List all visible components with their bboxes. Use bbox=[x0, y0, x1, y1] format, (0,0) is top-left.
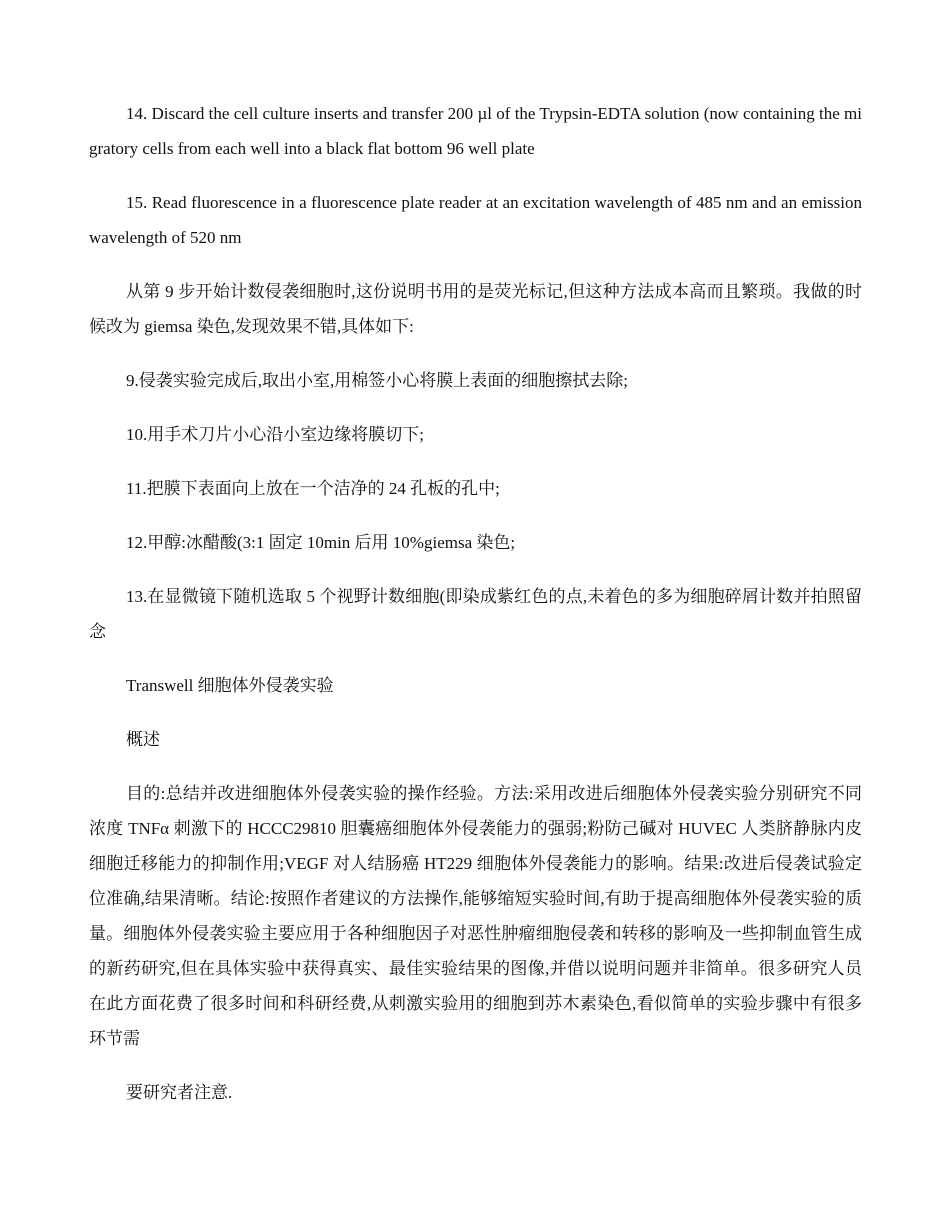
paragraph-step-15: 15. Read fluorescence in a fluorescence plate reader at an excitation wavelength of 485 nm and an emission wavelength of 520 nm bbox=[89, 193, 862, 247]
section-heading-overview: 概述 bbox=[126, 730, 160, 749]
paragraph-cn-step-13: 13.在显微镜下随机选取 5 个视野计数细胞(即染成紫红色的点,未着色的多为细胞碎屑计数并拍照留念 bbox=[89, 587, 862, 641]
document-body bbox=[89, 96, 862, 1110]
paragraph-cn-step-11: 11.把膜下表面向上放在一个洁净的 24 孔板的孔中; bbox=[126, 479, 500, 498]
paragraph-step-14: 14. Discard the cell culture inserts and transfer 200 µl of the Trypsin-EDTA solution (now containing the migratory cells from each well into a black flat bottom 96 well plate bbox=[89, 104, 862, 158]
paragraph-cn-step-9: 9.侵袭实验完成后,取出小室,用棉签小心将膜上表面的细胞擦拭去除; bbox=[126, 371, 628, 390]
paragraph-giemsa-intro: 从第 9 步开始计数侵袭细胞时,这份说明书用的是荧光标记,但这种方法成本高而且繁琐。我做的时候改为 giemsa 染色,发现效果不错,具体如下: bbox=[89, 282, 862, 336]
section-heading-transwell: Transwell 细胞体外侵袭实验 bbox=[126, 676, 334, 695]
paragraph-closing: 要研究者注意. bbox=[126, 1083, 233, 1102]
paragraph-abstract: 目的:总结并改进细胞体外侵袭实验的操作经验。方法:采用改进后细胞体外侵袭实验分别研究不同浓度 TNFα 刺激下的 HCCC29810 胆囊癌细胞体外侵袭能力的强弱;粉防己碱对 HUVEC 人类脐静脉内皮细胞迁移能力的抑制作用;VEGF 对人结肠癌 HT229 细胞体外侵袭能力的影响。结果:改进后侵袭试验定位准确,结果清晰。结论:按照作者建议的方法操作,能够缩短实验时间,有助于提高细胞体外侵袭实验的质量。细胞体外侵袭实验主要应用于各种细胞因子对恶性肿瘤细胞侵袭和转移的影响及一些抑制血管生成的新药研究,但在具体实验中获得真实、最佳实验结果的图像,并借以说明问题并非简单。很多研究人员在此方面花费了很多时间和科研经费,从刺激实验用的细胞到苏木素染色,看似简单的实验步骤中有很多环节需 bbox=[89, 784, 862, 1048]
paragraph-cn-step-10: 10.用手术刀片小心沿小室边缘将膜切下; bbox=[126, 425, 424, 444]
paragraph-cn-step-12: 12.甲醇:冰醋酸(3:1 固定 10min 后用 10%giemsa 染色; bbox=[126, 533, 516, 552]
